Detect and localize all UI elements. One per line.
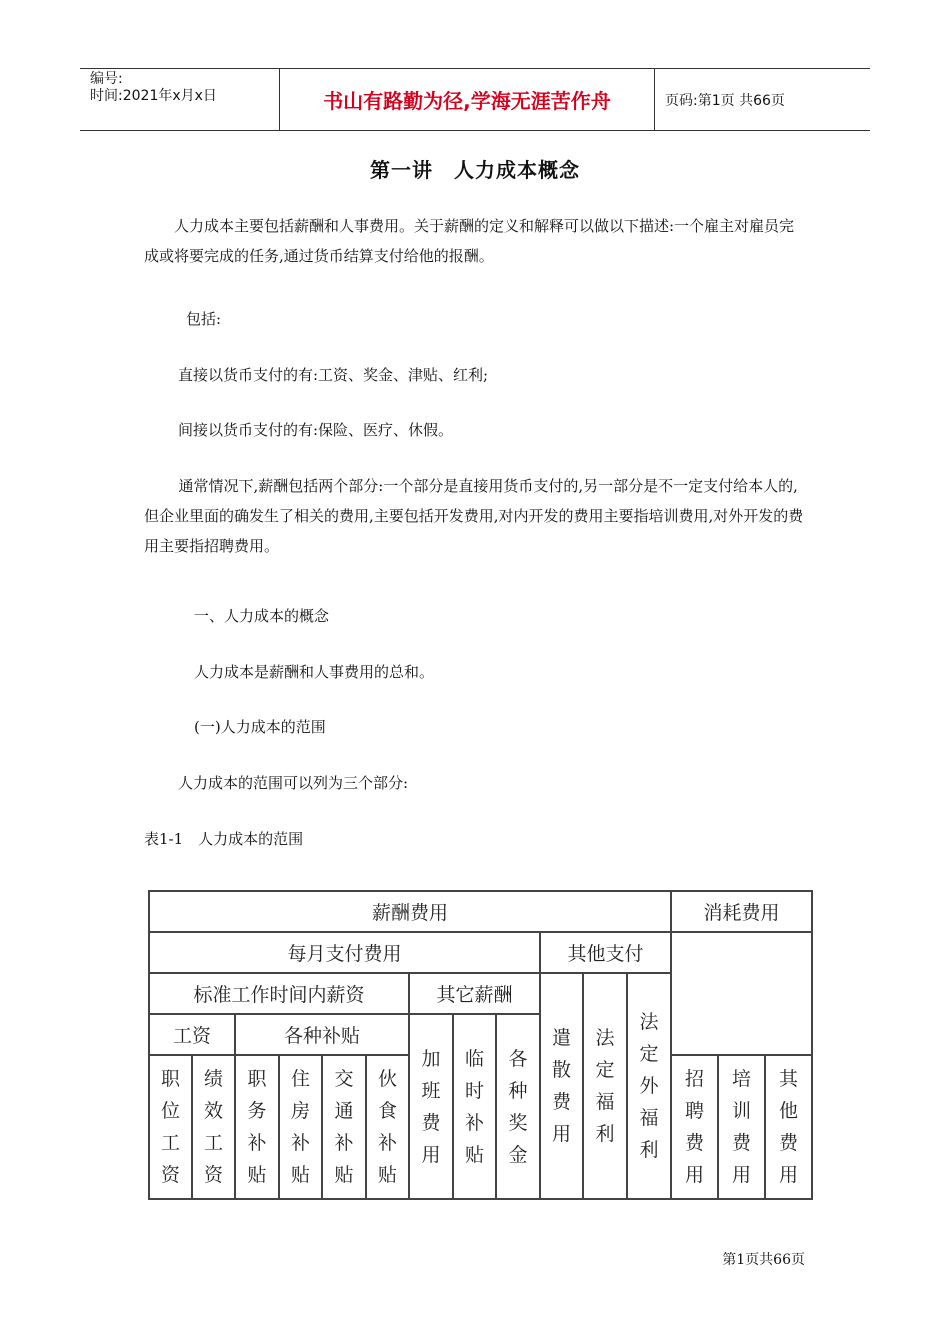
- performance-wage-text: 绩效工资: [203, 1068, 223, 1186]
- statutory-welfare-cell: [583, 973, 627, 1199]
- paragraph-scope: 人力成本的范围可以列为三个部分:: [178, 774, 409, 792]
- allowances-cell: 各种补贴: [235, 1014, 409, 1055]
- other-salary-cell: 其它薪酬: [409, 973, 540, 1014]
- paragraph-include: 包括:: [186, 310, 222, 328]
- severance-text: 遣散费用: [551, 1027, 571, 1145]
- extra-welfare-cell: [627, 973, 671, 1199]
- paragraph-direct: 直接以货币支付的有:工资、奖金、津贴、红利;: [178, 366, 489, 384]
- statutory-welfare-text: 法定福利: [595, 1027, 615, 1145]
- page-footer: 第1页共66页: [722, 1252, 805, 1268]
- extra-welfare-text: 法定外福利: [639, 1011, 659, 1161]
- position-wage-text: 职位工资: [160, 1068, 180, 1186]
- consumption-cost-cell: 消耗费用: [671, 891, 812, 932]
- paragraph-indirect: 间接以货币支付的有:保险、医疗、休假。: [178, 421, 454, 439]
- overtime-text: 加班费用: [421, 1047, 441, 1166]
- wage-cell: 工资: [149, 1014, 235, 1055]
- bonuses-text: 各种奖金: [508, 1047, 528, 1166]
- other-pay-cell: 其他支付: [540, 932, 671, 973]
- paragraph-intro: 人力成本主要包括薪酬和人事费用。关于薪酬的定义和解释可以做以下描述:一个雇主对雇员完成或将要完成的任务,通过货币结算支付给他的报酬。: [144, 217, 795, 265]
- transport-allowance-text: 交通补贴: [334, 1068, 354, 1186]
- performance-wage-cell: [192, 1055, 235, 1199]
- standard-salary-cell: 标准工作时间内薪资: [149, 973, 409, 1014]
- temp-allowance-text: 临时补贴: [464, 1047, 484, 1166]
- time-label: 时间:2021年x月x日: [90, 88, 217, 104]
- header-page-number: 页码:第1页 共66页: [665, 92, 785, 109]
- page-title: 第一讲 人力成本概念: [370, 158, 580, 182]
- salary-cost-cell: 薪酬费用: [149, 891, 671, 932]
- consumption-blank-cell: [671, 932, 812, 1055]
- monthly-pay-cell: 每月支付费用: [149, 932, 540, 973]
- duty-allowance-cell: [235, 1055, 279, 1199]
- bonuses-cell: [496, 1014, 540, 1199]
- other-cost-cell: [765, 1055, 812, 1199]
- header-motto: 书山有路勤为径,学海无涯苦作舟: [280, 69, 655, 130]
- position-wage-cell: [149, 1055, 192, 1199]
- section-heading: 一、人力成本的概念: [194, 607, 330, 625]
- meal-allowance-cell: [366, 1055, 409, 1199]
- severance-cell: [540, 973, 583, 1199]
- recruit-cost-cell: [671, 1055, 718, 1199]
- overtime-cell: [409, 1014, 453, 1199]
- meal-allowance-text: 伙食补贴: [377, 1068, 397, 1186]
- header-info: [80, 69, 280, 130]
- recruit-cost-text: 招聘费用: [685, 1068, 705, 1186]
- duty-allowance-text: 职务补贴: [247, 1068, 267, 1186]
- housing-allowance-cell: [279, 1055, 322, 1199]
- paragraph-usually: 通常情况下,薪酬包括两个部分:一个部分是直接用货币支付的,另一部分是不一定支付给本人的,但企业里面的确发生了相关的费用,主要包括开发费用,对内开发的费用主要指培训费用,对外开发的费用主要指招聘费用。: [144, 477, 804, 555]
- transport-allowance-cell: [322, 1055, 366, 1199]
- serial-label: 编号:: [90, 71, 123, 87]
- training-cost-text: 培训费用: [732, 1068, 752, 1186]
- subsection-heading: (一)人力成本的范围: [194, 718, 326, 736]
- page-header: [80, 68, 870, 131]
- cost-scope-table: [148, 890, 813, 1200]
- temp-allowance-cell: [453, 1014, 496, 1199]
- training-cost-cell: [718, 1055, 765, 1199]
- table-caption: 表1-1 人力成本的范围: [144, 830, 304, 848]
- other-cost-text: 其他费用: [779, 1068, 799, 1186]
- housing-allowance-text: 住房补贴: [290, 1068, 310, 1186]
- paragraph-definition: 人力成本是薪酬和人事费用的总和。: [194, 663, 435, 681]
